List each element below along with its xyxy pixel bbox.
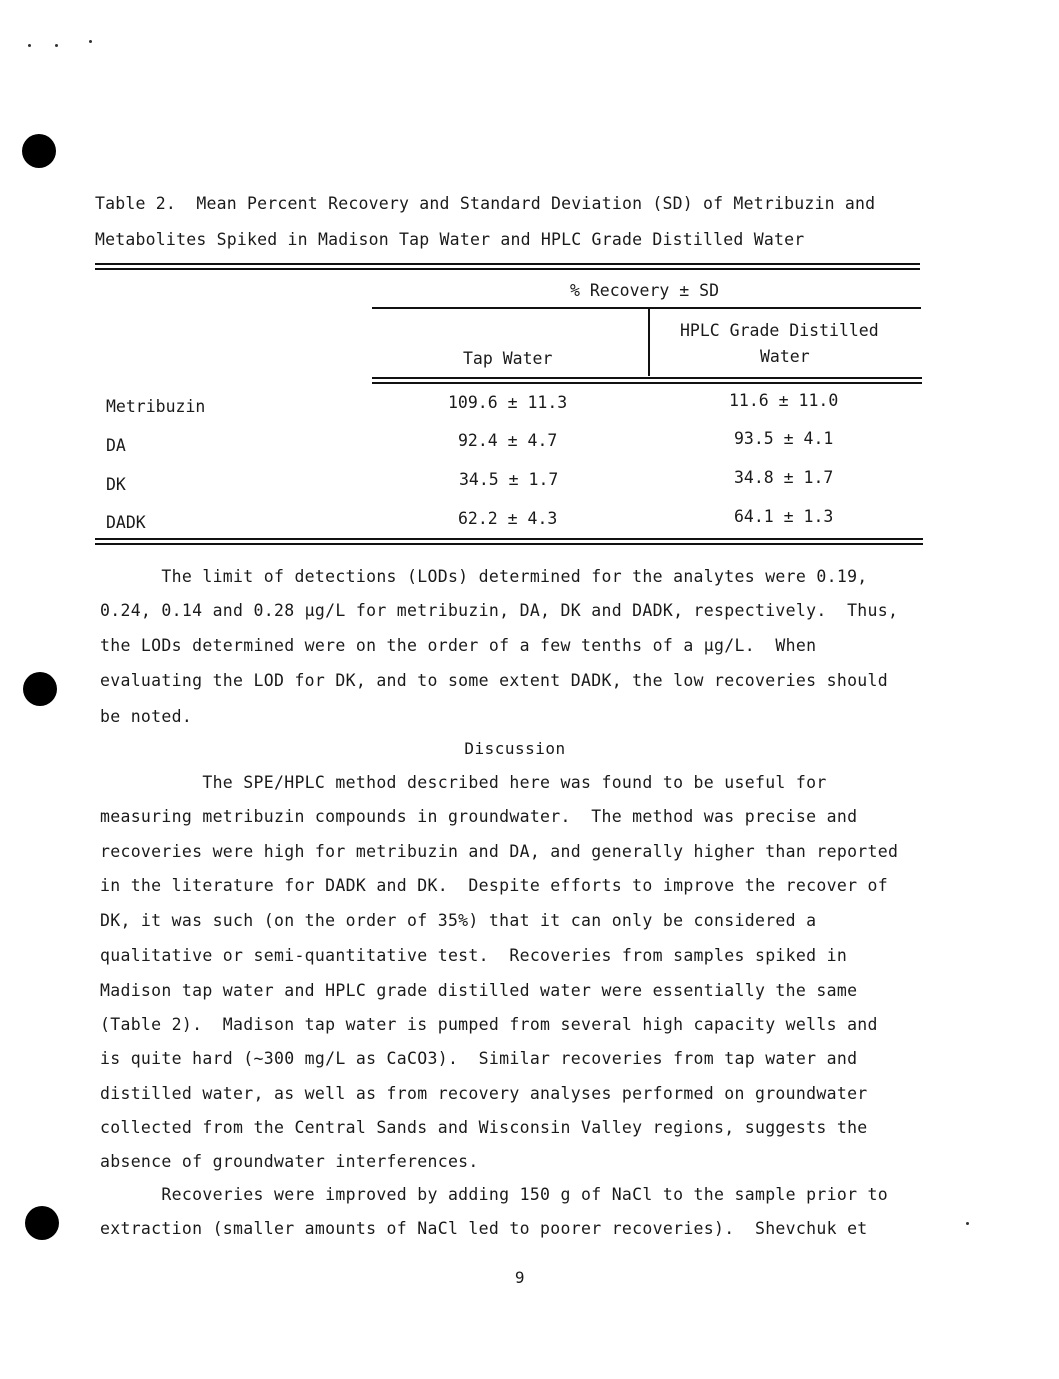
table-caption-line2: Metabolites Spiked in Madison Tap Water and HPLC Grade Distilled Water (95, 230, 805, 249)
text-line: is quite hard (~300 mg/L as CaCO3). Similar recoveries from tap water and (100, 1049, 858, 1068)
punch-hole-top (22, 134, 56, 168)
row-tap-value: 109.6 ± 11.3 (448, 393, 568, 412)
text-line: absence of groundwater interferences. (100, 1152, 479, 1171)
text-line: be noted. (100, 707, 193, 726)
column-header-tap: Tap Water (463, 349, 553, 368)
table-caption-line1: Table 2. Mean Percent Recovery and Standard Deviation (SD) of Metribuzin and (95, 194, 876, 213)
text-line: recoveries were high for metribuzin and DA, and generally higher than reported (100, 842, 899, 861)
column-header-hplc-line2: Water (760, 347, 810, 366)
row-analyte: DK (106, 475, 126, 494)
text-line: distilled water, as well as from recovery analyses performed on groundwater (100, 1084, 868, 1103)
row-tap-value: 62.2 ± 4.3 (458, 509, 558, 528)
header-bottom-rule (372, 382, 922, 384)
text-line: the LODs determined were on the order of a few tenths of a µg/L. When (100, 636, 817, 655)
punch-hole-bottom (25, 1206, 59, 1240)
text-line: in the literature for DADK and DK. Despite efforts to improve the recover of (100, 876, 889, 895)
header-bottom-rule (372, 377, 922, 379)
text-line: Madison tap water and HPLC grade distilled water were essentially the same (100, 981, 858, 1000)
column-divider (648, 308, 650, 376)
row-hplc-value: 64.1 ± 1.3 (734, 507, 834, 526)
text-line: The limit of detections (LODs) determined for the analytes were 0.19, (100, 567, 868, 586)
punch-hole-middle (23, 672, 57, 706)
table-top-rule (95, 263, 920, 265)
page-number: 9 (514, 1268, 526, 1287)
table-top-rule (95, 268, 920, 270)
scan-speck (55, 44, 58, 47)
text-line: measuring metribuzin compounds in groundwater. The method was precise and (100, 807, 858, 826)
scan-speck (89, 40, 92, 43)
row-analyte: DA (106, 436, 126, 455)
text-line: The SPE/HPLC method described here was found to be useful for (100, 773, 827, 792)
text-line: collected from the Central Sands and Wisconsin Valley regions, suggests the (100, 1118, 868, 1137)
row-tap-value: 34.5 ± 1.7 (459, 470, 559, 489)
column-header-hplc-line1: HPLC Grade Distilled (680, 321, 879, 340)
row-tap-value: 92.4 ± 4.7 (458, 431, 558, 450)
table-bottom-rule (95, 543, 923, 545)
text-line: qualitative or semi-quantitative test. Recoveries from samples spiked in (100, 946, 848, 965)
scan-speck (966, 1222, 969, 1225)
group-header-rule (372, 307, 921, 309)
group-header: % Recovery ± SD (570, 281, 720, 300)
row-hplc-value: 93.5 ± 4.1 (734, 429, 834, 448)
text-line: 0.24, 0.14 and 0.28 µg/L for metribuzin, DA, DK and DADK, respectively. Thus, (100, 601, 899, 620)
text-line: Recoveries were improved by adding 150 g of NaCl to the sample prior to (100, 1185, 889, 1204)
row-analyte: DADK (106, 513, 146, 532)
row-hplc-value: 34.8 ± 1.7 (734, 468, 834, 487)
row-analyte: Metribuzin (106, 397, 206, 416)
row-hplc-value: 11.6 ± 11.0 (729, 391, 839, 410)
text-line: evaluating the LOD for DK, and to some extent DADK, the low recoveries should (100, 671, 889, 690)
table-bottom-rule (95, 538, 923, 540)
text-line: extraction (smaller amounts of NaCl led to poorer recoveries). Shevchuk et (100, 1219, 868, 1238)
scan-speck (28, 44, 31, 47)
text-line: DK, it was such (on the order of 35%) that it can only be considered a (100, 911, 817, 930)
section-heading: Discussion (464, 739, 566, 758)
text-line: (Table 2). Madison tap water is pumped from several high capacity wells and (100, 1015, 878, 1034)
